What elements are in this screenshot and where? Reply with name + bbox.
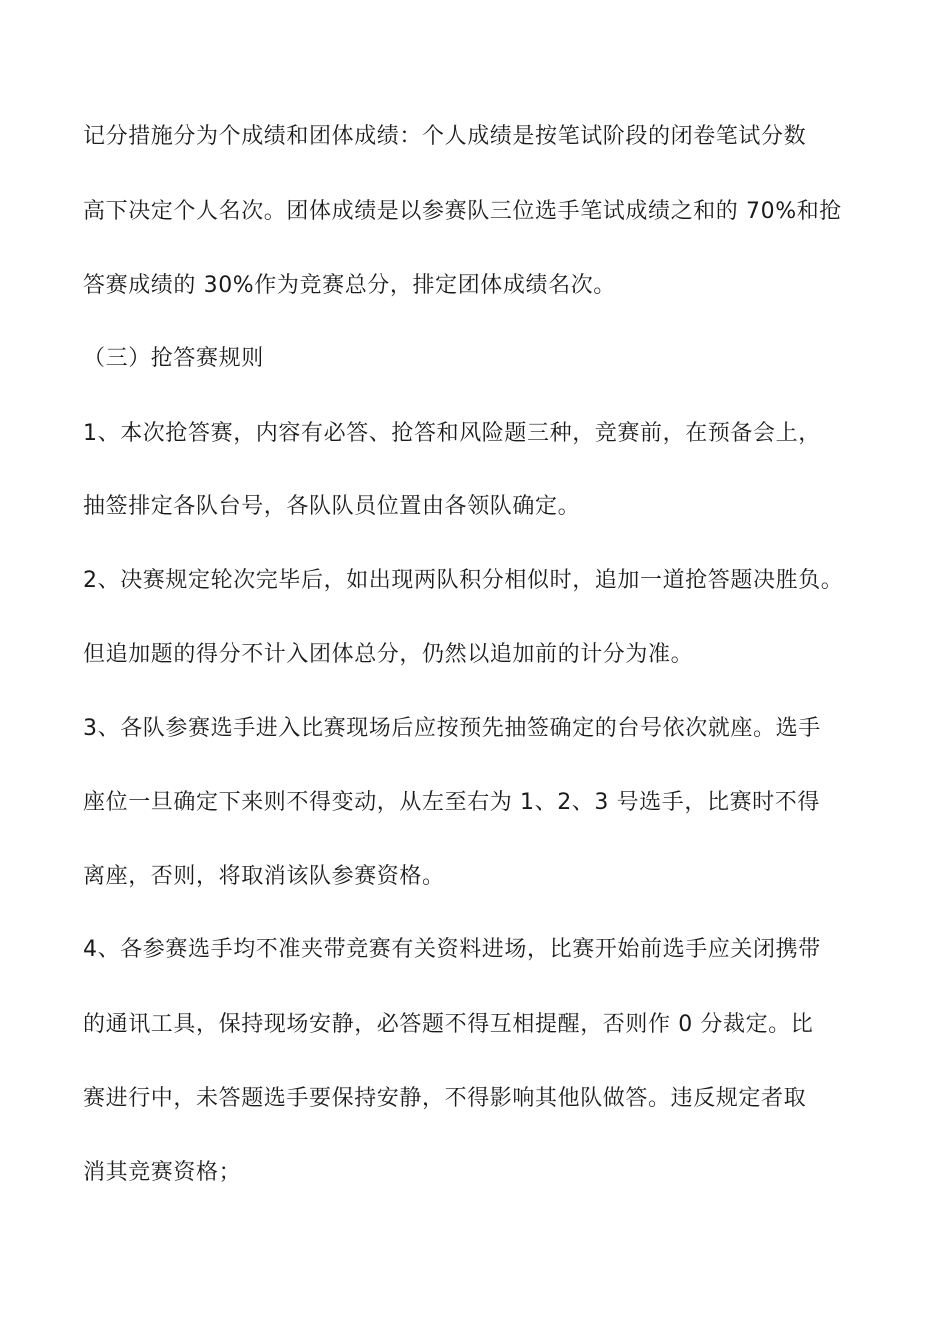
text-line: 3、各队参赛选手进入比赛现场后应按预先抽签确定的台号依次就座。选手 <box>83 716 821 741</box>
text-line: 的通讯工具，保持现场安静，必答题不得互相提醒，否则作 0 分裁定。比 <box>83 1012 814 1037</box>
text-line: 但追加题的得分不计入团体总分，仍然以追加前的计分为准。 <box>83 642 694 667</box>
text-line: 赛进行中，未答题选手要保持安静，不得影响其他队做答。违反规定者取 <box>83 1086 807 1111</box>
text-line: 高下决定个人名次。团体成绩是以参赛队三位选手笔试成绩之和的 70%和抢 <box>83 199 842 224</box>
text-line: 消其竞赛资格； <box>83 1160 242 1185</box>
text-line: 4、各参赛选手均不准夹带竞赛有关资料进场，比赛开始前选手应关闭携带 <box>83 937 821 962</box>
text-line: 座位一旦确定下来则不得变动，从左至右为 1、2、3 号选手，比赛时不得 <box>83 790 820 815</box>
text-line: 记分措施分为个成绩和团体成绩：个人成绩是按笔试阶段的闭卷笔试分数 <box>83 124 807 149</box>
text-line: 1、本次抢答赛，内容有必答、抢答和风险题三种，竞赛前，在预备会上， <box>83 421 821 446</box>
text-line: 答赛成绩的 30%作为竞赛总分，排定团体成绩名次。 <box>83 273 616 298</box>
section-heading: （三）抢答赛规则 <box>83 346 264 371</box>
text-line: 抽签排定各队台号，各队队员位置由各领队确定。 <box>83 494 581 519</box>
text-line: 2、决赛规定轮次完毕后，如出现两队积分相似时，追加一道抢答题决胜负。 <box>83 568 844 593</box>
text-line: 离座，否则，将取消该队参赛资格。 <box>83 864 445 889</box>
